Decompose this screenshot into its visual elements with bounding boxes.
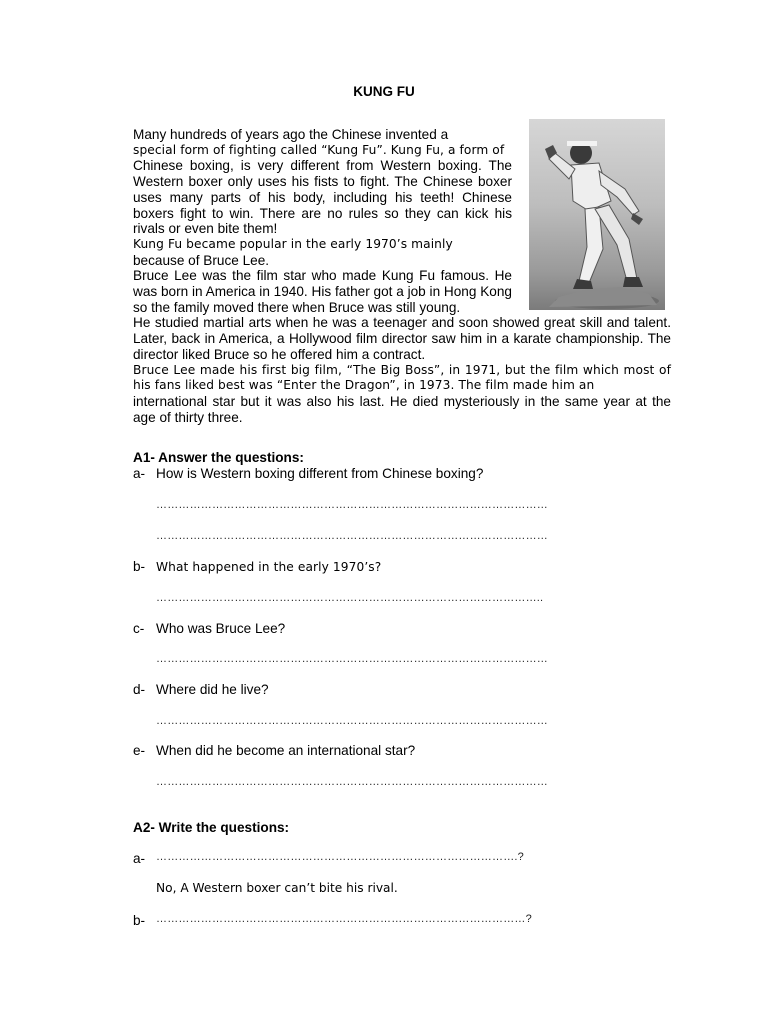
- answer-line[interactable]: ……………………………………………………………………………………………: [156, 715, 548, 727]
- answer-line[interactable]: ……………………………………………………………………………………………: [156, 653, 548, 665]
- question-text: What happened in the early 1970’s?: [156, 560, 382, 574]
- passage-line: Kung Fu became popular in the early 1970’s mainly: [133, 236, 453, 251]
- write-question-b: [133, 913, 156, 928]
- answer-line[interactable]: ……………………………………………………………………………………………: [156, 776, 548, 788]
- question-text: Where did he live?: [156, 682, 269, 697]
- question-b: [133, 559, 381, 574]
- section-heading-a1: A1- Answer the questions:: [133, 450, 304, 465]
- question-letter: e-: [133, 743, 146, 758]
- question-text: Who was Bruce Lee?: [156, 621, 286, 636]
- write-question-a: [133, 851, 156, 866]
- question-line[interactable]: ………………………………………………………………………………………?: [156, 913, 532, 925]
- passage-line: special form of fighting called “Kung Fu”. Kung Fu, a form of: [133, 142, 505, 157]
- passage-paragraph: Bruce Lee was the film star who made Kung Fu famous. He was born in America in 1940. His father got a job in Hong Kong so the family moved there when Bruce was still young.: [133, 268, 512, 315]
- passage-line: because of Bruce Lee.: [133, 252, 270, 268]
- question-letter: a-: [133, 466, 146, 481]
- question-d: [133, 682, 269, 697]
- answer-line[interactable]: ……………………………………………………………………………………………: [156, 499, 548, 511]
- answer-line[interactable]: …………………………………………………………………………………………..: [156, 592, 544, 604]
- passage-paragraph: international star but it was also his last. He died mysteriously in the same year at the age of thirty three.: [133, 393, 671, 425]
- question-text: How is Western boxing different from Chinese boxing?: [156, 466, 484, 481]
- reading-passage: [133, 127, 671, 425]
- question-e: [133, 743, 415, 758]
- question-line[interactable]: …………………………………………………………………………………….?: [156, 851, 524, 863]
- question-letter: b-: [133, 913, 146, 928]
- question-letter: a-: [133, 851, 146, 866]
- question-c: [133, 621, 285, 636]
- passage-paragraph: Chinese boxing, is very different from Western boxing. The Western boxer only uses his fists to fight. The Chinese boxer uses many parts of his body, including his teeth! Chinese boxers fight to win. There are no rules so they can kick his rivals or even bite them!: [133, 158, 512, 237]
- given-answer: No, A Western boxer can’t bite his rival.: [156, 881, 398, 895]
- question-letter: c-: [133, 621, 145, 636]
- passage-paragraph: He studied martial arts when he was a teenager and soon showed great skill and talent. Later, back in America, a Hollywood film director saw him in a karate championship. The director liked Bruce so he offered him a contract.: [133, 315, 671, 362]
- page-title: KUNG FU: [353, 84, 415, 99]
- question-a: [133, 466, 483, 481]
- question-letter: d-: [133, 682, 146, 697]
- passage-paragraph: Bruce Lee made his first big film, “The Big Boss”, in 1971, but the film which most of his fans liked best was “Enter the Dragon”, in 1973. The film made him an: [133, 362, 671, 393]
- question-text: When did he become an international star?: [156, 743, 416, 758]
- answer-line[interactable]: ……………………………………………………………………………………………: [156, 530, 548, 542]
- question-letter: b-: [133, 559, 146, 574]
- passage-line: Many hundreds of years ago the Chinese invented a: [133, 127, 449, 142]
- section-heading-a2: A2- Write the questions:: [133, 820, 290, 835]
